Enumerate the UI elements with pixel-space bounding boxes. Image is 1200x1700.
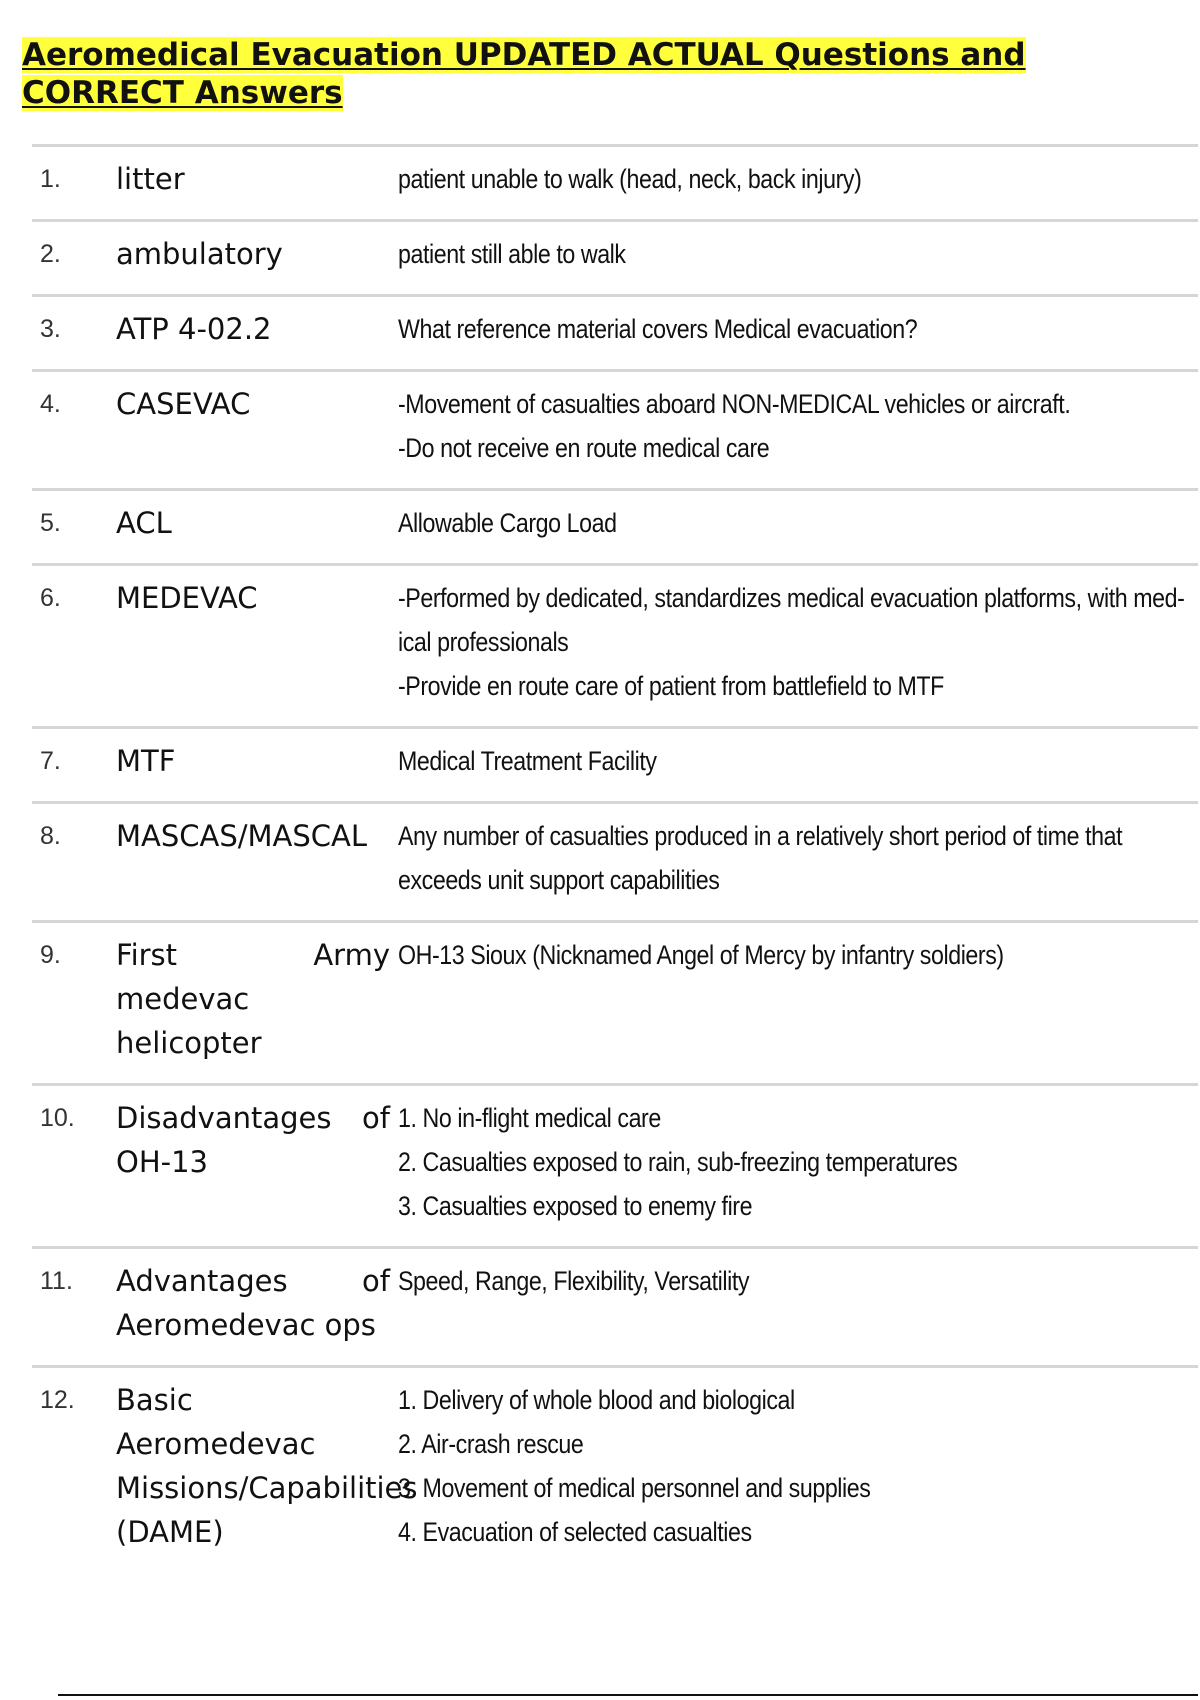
qa-term: Disadvantages of OH-13 <box>116 1101 390 1179</box>
qa-row <box>32 1083 1198 1246</box>
qa-number: 2. <box>40 240 61 268</box>
qa-definition-line: 2. Air-crash rescue <box>398 1429 584 1459</box>
qa-term: MEDEVAC <box>116 581 258 615</box>
qa-definition-line: 3. Movement of medical personnel and supplies <box>398 1473 871 1503</box>
qa-term: First Army medevac helicopter <box>116 938 390 1060</box>
qa-term: CASEVAC <box>116 387 251 421</box>
qa-definition-line: patient unable to walk (head, neck, back injury) <box>398 164 862 194</box>
qa-number: 5. <box>40 509 61 537</box>
qa-row <box>32 726 1198 801</box>
qa-definition-line: 3. Casualties exposed to enemy fire <box>398 1191 753 1221</box>
qa-number: 7. <box>40 747 61 775</box>
qa-definition <box>398 307 1086 351</box>
qa-row <box>32 1246 1198 1365</box>
qa-definition <box>398 933 1086 977</box>
qa-definition-line: 1. No in-flight medical care <box>398 1103 661 1133</box>
qa-number: 10. <box>40 1104 75 1132</box>
qa-row <box>32 920 1198 1083</box>
qa-number: 4. <box>40 390 61 418</box>
qa-row <box>32 294 1198 369</box>
qa-term: MTF <box>116 744 176 778</box>
qa-term: litter <box>116 162 185 196</box>
qa-definition <box>398 576 1184 708</box>
qa-term: MASCAS/MASCAL <box>116 819 368 853</box>
qa-row <box>32 563 1198 726</box>
qa-definition-line: 1. Delivery of whole blood and biological <box>398 1385 795 1415</box>
page-title <box>22 36 1197 112</box>
qa-number: 1. <box>40 165 61 193</box>
qa-definition <box>398 232 1086 276</box>
qa-definition-line: -Provide en route care of patient from battlefield to MTF <box>398 671 944 701</box>
qa-definition <box>398 1378 1086 1554</box>
qa-definition-line: -Performed by dedicated, standardizes medical evacuation platforms, with med- <box>398 583 1185 613</box>
qa-definition <box>398 739 1086 783</box>
qa-definition <box>398 382 1086 470</box>
qa-definition <box>398 501 1086 545</box>
qa-definition-line: Medical Treatment Facility <box>398 746 657 776</box>
qa-number: 8. <box>40 822 61 850</box>
qa-definition <box>398 1259 1086 1303</box>
qa-definition-line: Allowable Cargo Load <box>398 508 617 538</box>
qa-number: 11. <box>40 1267 73 1295</box>
qa-definition <box>398 1096 1086 1228</box>
qa-term: ACL <box>116 506 172 540</box>
qa-definition-line: Any number of casualties produced in a relatively short period of time that <box>398 821 1123 851</box>
qa-list <box>32 144 1198 1572</box>
qa-definition-line: 4. Evacuation of selected casualties <box>398 1517 752 1547</box>
qa-definition <box>398 157 1086 201</box>
qa-definition-line: What reference material covers Medical evacuation? <box>398 314 918 344</box>
qa-number: 3. <box>40 315 61 343</box>
qa-row <box>32 369 1198 488</box>
bottom-rule <box>58 1694 1198 1696</box>
qa-number: 12. <box>40 1386 75 1414</box>
qa-row <box>32 144 1198 219</box>
qa-row <box>32 801 1198 920</box>
qa-definition-line: Speed, Range, Flexibility, Versatility <box>398 1266 750 1296</box>
qa-number: 9. <box>40 941 61 969</box>
qa-row <box>32 488 1198 563</box>
qa-definition-line: exceeds unit support capabilities <box>398 865 720 895</box>
qa-term: ambulatory <box>116 237 283 271</box>
qa-row <box>32 1365 1198 1572</box>
qa-definition-line: 2. Casualties exposed to rain, sub-freezing temperatures <box>398 1147 958 1177</box>
title-text: Aeromedical Evacuation UPDATED ACTUAL Questions and CORRECT Answers <box>22 37 1026 111</box>
qa-term: Basic Aeromedevac Missions/Capabilities (DAME) <box>116 1383 418 1549</box>
qa-definition-line: -Do not receive en route medical care <box>398 433 770 463</box>
qa-definition-line: OH-13 Sioux (Nicknamed Angel of Mercy by infantry soldiers) <box>398 940 1004 970</box>
qa-row <box>32 219 1198 294</box>
qa-number: 6. <box>40 584 61 612</box>
qa-definition <box>398 814 1122 902</box>
qa-definition-line: patient still able to walk <box>398 239 626 269</box>
qa-term: Advantages of Aeromedevac ops <box>116 1264 390 1342</box>
qa-definition-line: -Movement of casualties aboard NON-MEDICAL vehicles or aircraft. <box>398 389 1071 419</box>
qa-term: ATP 4-02.2 <box>116 312 272 346</box>
qa-definition-line: ical professionals <box>398 627 569 657</box>
